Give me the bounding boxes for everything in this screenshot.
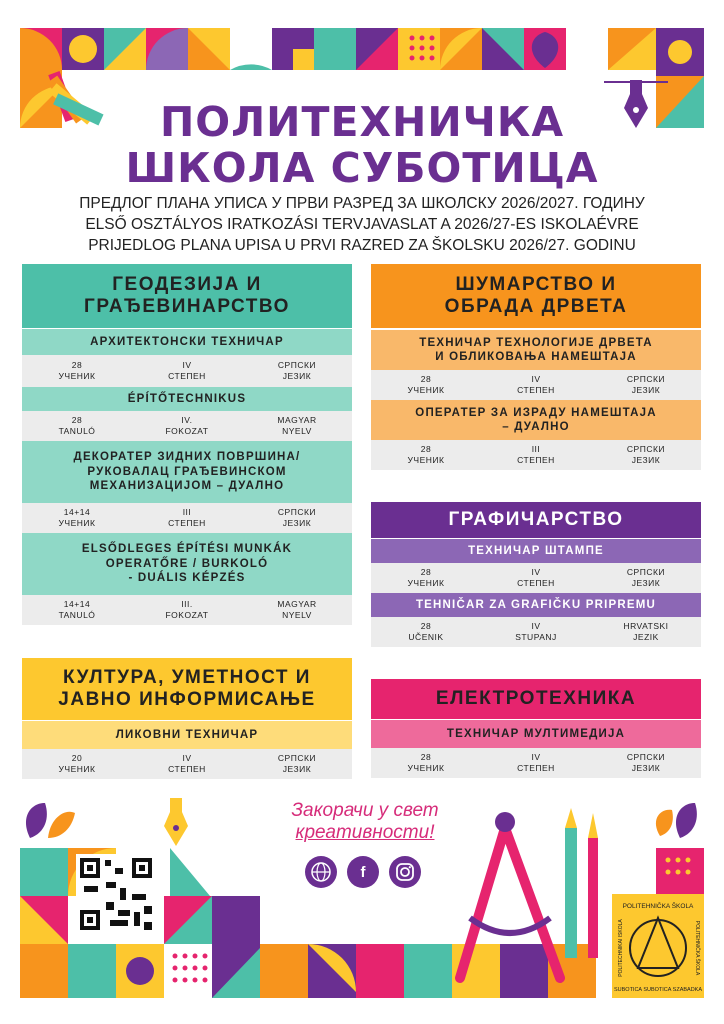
subtitle-sr: ПРЕДЛОГ ПЛАНА УПИСА У ПРВИ РАЗРЕД ЗА ШКОЛСКУ 2026/2027. ГОДИНУ [79, 195, 645, 212]
panel-electro-title: ЕЛЕКТРОТЕХНИКА [371, 679, 701, 719]
panel-wood-title: ШУМАРСТВО И ОБРАДА ДРВЕТА [371, 264, 701, 328]
program-details: 28 УЧЕНИК IV СТЕПЕН СРПСКИ ЈЕЗИК [371, 748, 701, 778]
program-title: TEHNIČAR ZA GRAFIČKU PRIPREMU [371, 593, 701, 617]
program-title: ДЕКОРАТЕР ЗИДНИХ ПОВРШИНА/ РУКОВАЛАЦ ГРАЂЕВИНСКОМ МЕХАНИЗАЦИЈОМ – ДУАЛНО [22, 441, 352, 503]
web-icon[interactable] [305, 856, 337, 888]
program-title: ÉPÍTŐTECHNIKUS [22, 387, 352, 411]
program-title: АРХИТЕКТОНСКИ ТЕХНИЧАР [22, 329, 352, 355]
program-details: 14+14 TANULÓ III. FOKOZAT MAGYAR NYELV [22, 595, 352, 625]
slogan-line1: Закорачи у свет [291, 800, 439, 821]
program-title: ELSŐDLEGES ÉPÍTÉSI MUNKÁK OPERATŐRE / BURKOLÓ - DUÁLIS KÉPZÉS [22, 533, 352, 595]
program-title: ТЕХНИЧАР ТЕХНОЛОГИЈЕ ДРВЕТА И ОБЛИКОВАЊА НАМЕШТАЈА [371, 330, 701, 370]
panel-geodesy [22, 264, 352, 625]
program-details: 28 УЧЕНИК IV СТЕПЕН СРПСКИ ЈЕЗИК [371, 370, 701, 400]
logo-text-right: POLITEHNIČKA ŠKOLA [694, 920, 700, 976]
program-title: ТЕХНИЧАР ШТАМПЕ [371, 539, 701, 563]
facebook-icon[interactable]: f [347, 856, 379, 888]
title-line2: ШКОЛА СУБОТИЦА [125, 144, 599, 192]
globe-icon [310, 861, 332, 883]
panel-graphics-title: ГРАФИЧАРСТВО [371, 502, 701, 538]
panel-electro [371, 679, 701, 778]
program-details: 28 УЧЕНИК IV СТЕПЕН СРПСКИ ЈЕЗИК [371, 563, 701, 593]
panel-wood [371, 264, 701, 470]
subtitle-hu: ELSŐ OSZTÁLYOS IRATKOZÁSI TERVJAVASLAT A 2026/27-ES ISKOLAÉVRE [85, 216, 639, 233]
program-details: 28 TANULÓ IV. FOKOZAT MAGYAR NYELV [22, 411, 352, 441]
logo-text-left: POLITECHNIKAI ISKOLA [618, 919, 624, 977]
panel-graphics [371, 502, 701, 647]
logo-text-top: POLITEHNIČKA ŠKOLA [622, 903, 694, 910]
program-title: ЛИКОВНИ ТЕХНИЧАР [22, 721, 352, 749]
program-details: 28 UČENIK IV STUPANJ HRVATSKI JEZIK [371, 617, 701, 647]
title-line1: ПОЛИТЕХНИЧКА [159, 98, 565, 146]
panel-geodesy-title: ГЕОДЕЗИЈА И ГРАЂЕВИНАРСТВО [22, 264, 352, 328]
program-details: 28 УЧЕНИК III СТЕПЕН СРПСКИ ЈЕЗИК [371, 440, 701, 470]
panel-culture [22, 658, 352, 779]
camera-icon [395, 862, 415, 882]
program-details: 20 УЧЕНИК IV СТЕПЕН СРПСКИ ЈЕЗИК [22, 749, 352, 779]
panel-culture-title: КУЛТУРА, УМЕТНОСТ И ЈАВНО ИНФОРМИСАЊЕ [22, 658, 352, 720]
program-details: 14+14 УЧЕНИК III СТЕПЕН СРПСКИ ЈЕЗИК [22, 503, 352, 533]
instagram-icon[interactable] [389, 856, 421, 888]
logo-text-bottom: SUBOTICA SUBOTICA SZABADKA [613, 987, 703, 993]
subtitle-hr: PRIJEDLOG PLANA UPISA U PRVI RAZRED ZA ŠKOLSKU 2026/27. GODINU [88, 237, 636, 254]
program-title: ТЕХНИЧАР МУЛТИМЕДИЈА [371, 720, 701, 748]
program-details: 28 УЧЕНИК IV СТЕПЕН СРПСКИ ЈЕЗИК [22, 355, 352, 387]
slogan-line2: креативности! [295, 822, 435, 843]
program-title: ОПЕРАТЕР ЗА ИЗРАДУ НАМЕШТАЈА – ДУАЛНО [371, 400, 701, 440]
